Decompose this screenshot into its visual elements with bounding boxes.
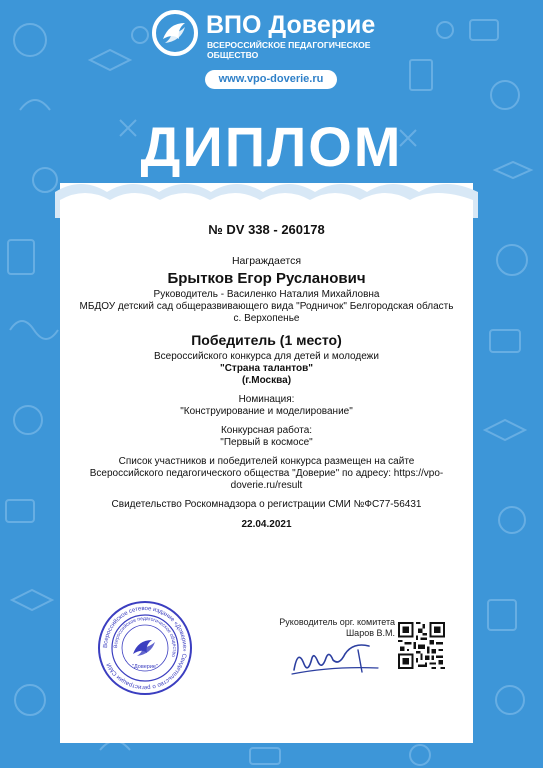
signer-title: Руководитель орг. комитета	[279, 617, 395, 627]
nomination-value: "Конструирование и моделирование"	[180, 406, 353, 417]
supervisor: Руководитель - Василенко Наталия Михайловна	[153, 289, 380, 300]
stamp-ring-text: Всероссийское сетевое издание «Доверие» Свидетельство о регистрации СМИ	[102, 605, 188, 691]
stamp-inner-text: Всероссийское педагогическое общество	[112, 615, 178, 658]
stamp-center-text: "Доверие"	[132, 664, 158, 670]
media-registration: Свидетельство Роскомнадзора о регистрации СМИ №ФС77-56431	[111, 499, 422, 510]
signer-name: Шаров В.М.	[345, 628, 395, 638]
diploma-title: ДИПЛОМ	[140, 115, 403, 178]
contest-description: Всероссийского конкурса для детей и молодежи	[154, 351, 379, 362]
logo	[150, 6, 390, 86]
results-list-line-3: doverie.ru/result	[230, 480, 303, 491]
nomination-label: Номинация:	[238, 394, 295, 405]
work-value: "Первый в космосе"	[220, 437, 313, 448]
award-date: 22.04.2021	[241, 519, 292, 530]
signature-icon	[288, 640, 383, 678]
qr-code-icon[interactable]	[398, 622, 445, 669]
brand-name: ВПО Доверие	[206, 11, 376, 39]
contest-name: "Страна талантов"	[219, 363, 314, 374]
contest-city: (г.Москва)	[241, 375, 292, 386]
brand-subtitle: ВСЕРОССИЙСКОЕ ПЕДАГОГИЧЕСКОЕ ОБЩЕСТВО	[207, 40, 371, 60]
recipient-name: Брытков Егор Русланович	[167, 270, 366, 287]
work-label: Конкурсная работа:	[220, 425, 313, 436]
institution-line-1: МБДОУ детский сад общеразвивающего вида "Родничок" Белгородская область	[79, 301, 454, 312]
place-award: Победитель (1 место)	[191, 332, 342, 348]
institution-line-2: с. Верхопенье	[233, 313, 300, 324]
results-list-line-1: Список участников и победителей конкурса размещен на сайте	[118, 456, 415, 467]
stamp-icon	[95, 598, 195, 698]
signer-block	[265, 617, 395, 639]
paper-scalloped-edge	[55, 178, 478, 218]
results-list-line-2: Всероссийского педагогического общества "Доверие" по адресу: https://vpo-	[89, 468, 444, 479]
website-link[interactable]: www.vpo-doverie.ru	[205, 70, 337, 89]
awarded-label: Награждается	[231, 255, 302, 267]
logo-emblem-icon	[150, 8, 200, 58]
certificate-content	[60, 222, 473, 531]
certificate-number: № DV 338 - 260178	[208, 222, 325, 237]
